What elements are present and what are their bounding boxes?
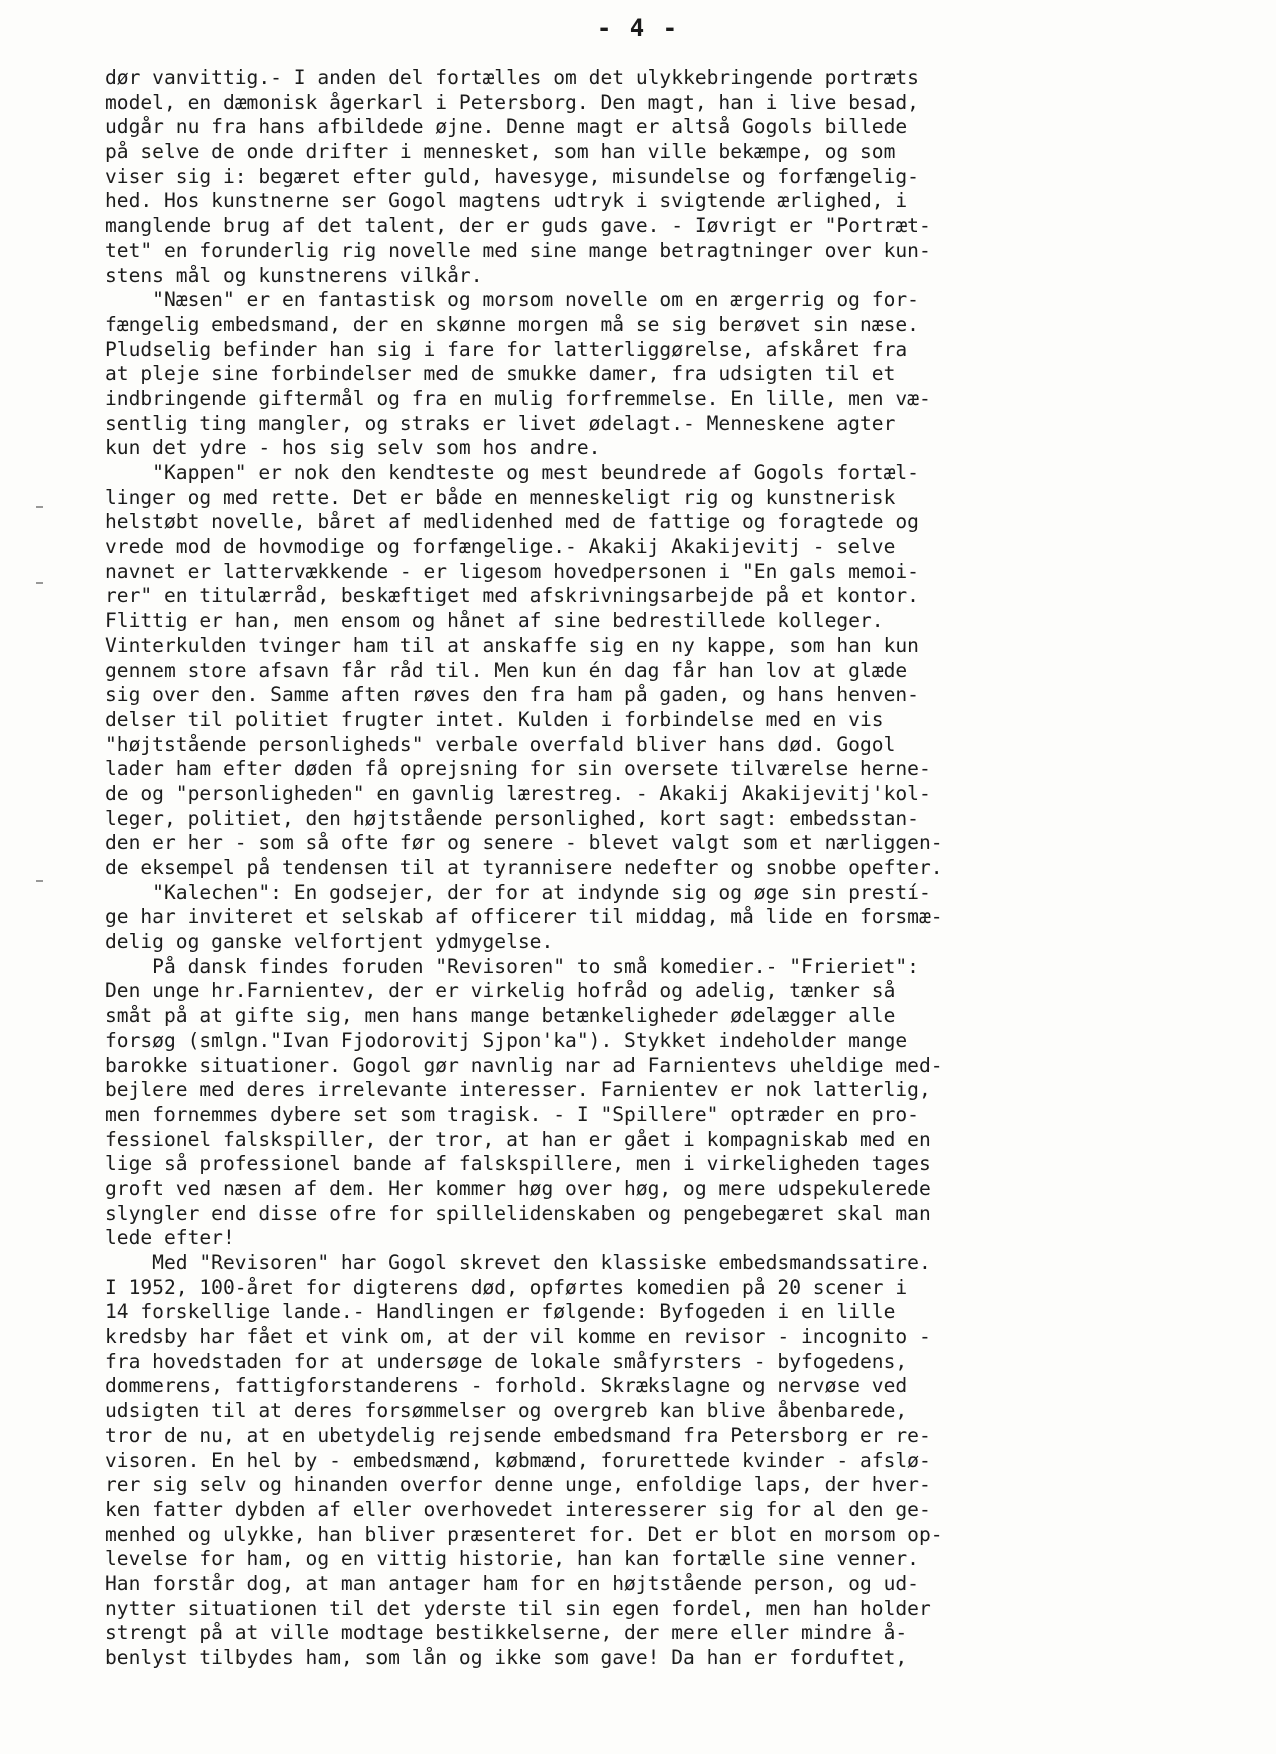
text-line: sig over den. Samme aften røves den fra ham på gaden, og hans henven- — [105, 683, 919, 707]
text-line: nytter situationen til det yderste til sin egen fordel, men han holder — [105, 1596, 931, 1620]
text-line: viser sig i: begæret efter guld, havesyge, misundelse og forfængelig- — [105, 164, 919, 188]
text-line: dommerens, fattigforstanderens - forhold. Skrækslagne og nervøse ved — [105, 1374, 908, 1398]
text-line: kun det ydre - hos sig selv som hos andre. — [105, 436, 601, 460]
margin-mark — [36, 880, 43, 882]
text-line: lede efter! — [105, 1226, 235, 1250]
text-line: kredsby har fået et vink om, at der vil komme en revisor - incognito - — [105, 1325, 931, 1349]
text-line: Pludselig befinder han sig i fare for latterliggørelse, afskåret fra — [105, 337, 908, 361]
text-line: visoren. En hel by - embedsmænd, købmænd, forurettede kvinder - afslø- — [105, 1448, 931, 1472]
text-line: I 1952, 100-året for digterens død, opførtes komedien på 20 scener i — [105, 1275, 908, 1299]
text-line: Vinterkulden tvinger ham til at anskaffe sig en ny kappe, som han kun — [105, 633, 919, 657]
text-line: strengt på at ville modtage bestikkelserne, der mere eller mindre å- — [105, 1621, 908, 1645]
text-line: vrede mod de hovmodige og forfængelige.- Akakij Akakijevitj - selve — [105, 535, 896, 559]
text-line: delser til politiet frugter intet. Kulden i forbindelse med en vis — [105, 707, 884, 731]
body-text — [105, 66, 1205, 1671]
text-line: bejlere med deres irrelevante interesser. Farnientev er nok latterlig, — [105, 1078, 931, 1102]
text-line: sentlig ting mangler, og straks er livet ødelagt.- Menneskene agter — [105, 411, 896, 435]
text-line: delig og ganske velfortjent ydmygelse. — [105, 930, 554, 954]
text-line: benlyst tilbydes ham, som lån og ikke som gave! Da han er forduftet, — [105, 1646, 908, 1669]
text-line: Han forstår dog, at man antager ham for en højtstående person, og ud- — [105, 1571, 919, 1595]
text-line: rer sig selv og hinanden overfor denne unge, enfoldige laps, der hver- — [105, 1473, 931, 1497]
text-line: ge har inviteret et selskab af officerer til middag, må lide en forsmæ- — [105, 905, 943, 929]
text-line: de eksempel på tendensen til at tyrannisere nedefter og snobbe opefter. — [105, 856, 943, 879]
text-line: Med "Revisoren" har Gogol skrevet den klassiske embedsmandssatire. — [105, 1251, 931, 1274]
text-line: barokke situationer. Gogol gør navnlig nar ad Farnientevs uheldige med- — [105, 1053, 943, 1077]
text-line: groft ved næsen af dem. Her kommer høg over høg, og mere udspekulerede — [105, 1176, 931, 1200]
text-line: fængelig embedsmand, der en skønne morgen må se sig berøvet sin næse. — [105, 312, 919, 336]
text-line: menhed og ulykke, han bliver præsenteret for. Det er blot en morsom op- — [105, 1522, 943, 1546]
text-line: rer" en titulærråd, beskæftiget med afskrivningsarbejde på et kontor. — [105, 584, 919, 608]
text-line: Den unge hr.Farnientev, der er virkelig hofråd og adelig, tænker så — [105, 979, 896, 1003]
text-line: "Næsen" er en fantastisk og morsom novelle om en ærgerrig og for- — [105, 288, 919, 312]
text-line: indbringende giftermål og fra en mulig forfremmelse. En lille, men væ- — [105, 386, 931, 410]
text-line: tror de nu, at en ubetydelig rejsende embedsmand fra Petersborg er re- — [105, 1423, 931, 1447]
text-line: linger og med rette. Det er både en menneskeligt rig og kunstnerisk — [105, 485, 896, 509]
text-line: at pleje sine forbindelser med de smukke damer, fra udsigten til et — [105, 362, 896, 386]
text-line: helstøbt novelle, båret af medlidenhed med de fattige og foragtede og — [105, 510, 919, 534]
margin-mark — [36, 582, 43, 584]
text-line: fessionel falskspiller, der tror, at han er gået i kompagniskab med en — [105, 1127, 931, 1151]
text-line: model, en dæmonisk ågerkarl i Petersborg. Den magt, han i live besad, — [105, 90, 919, 114]
margin-marks — [0, 0, 60, 1754]
text-line: udgår nu fra hans afbildede øjne. Denne magt er altså Gogols billede — [105, 115, 908, 139]
text-line: levelse for ham, og en vittig historie, han kan fortælle sine venner. — [105, 1547, 919, 1571]
text-line: på selve de onde drifter i mennesket, som han ville bekæmpe, og som — [105, 140, 896, 164]
text-line: 14 forskellige lande.- Handlingen er følgende: Byfogeden i en lille — [105, 1300, 896, 1324]
text-line: lader ham efter døden få oprejsning for sin oversete tilværelse herne- — [105, 757, 931, 781]
text-line: "Kappen" er nok den kendteste og mest beundrede af Gogols fortæl- — [105, 461, 919, 484]
text-line: "Kalechen": En godsejer, der for at indynde sig og øge sin prestí- — [105, 880, 931, 904]
text-line: de og "personligheden" en gavnlig lærestreg. - Akakij Akakijevitj'kol- — [105, 781, 931, 805]
text-line: hed. Hos kunstnerne ser Gogol magtens udtryk i svigtende ærlighed, i — [105, 189, 908, 213]
text-line: forsøg (smlgn."Ivan Fjodorovitj Sjpon'ka"). Stykket indeholder mange — [105, 1028, 908, 1052]
text-line: småt på at gifte sig, men hans mange betænkeligheder ødelægger alle — [105, 1004, 896, 1028]
text-line: udsigten til at deres forsømmelser og overgreb kan blive åbenbarede, — [105, 1399, 908, 1423]
text-line: den er her - som så ofte før og senere - blevet valgt som et nærliggen- — [105, 831, 943, 855]
text-line: På dansk findes foruden "Revisoren" to små komedier.- "Frieriet": — [105, 954, 919, 978]
text-line: slyngler end disse ofre for spillelidenskaben og pengebegæret skal man — [105, 1201, 931, 1225]
margin-mark — [36, 506, 43, 508]
text-line: men fornemmes dybere set som tragisk. - I "Spillere" optræder en pro- — [105, 1102, 919, 1126]
text-line: Flittig er han, men ensom og hånet af sine bedrestillede kolleger. — [105, 609, 884, 633]
text-line: manglende brug af det talent, der er guds gave. - Iøvrigt er "Portræt- — [105, 214, 931, 238]
text-line: stens mål og kunstnerens vilkår. — [105, 263, 483, 287]
text-line: tet" en forunderlig rig novelle med sine mange betragtninger over kun- — [105, 238, 931, 262]
page-number: - 4 - — [596, 14, 680, 42]
text-line: gennem store afsavn får råd til. Men kun én dag får han lov at glæde — [105, 658, 908, 682]
text-line: fra hovedstaden for at undersøge de lokale småfyrsters - byfogedens, — [105, 1349, 908, 1373]
text-line: dør vanvittig.- I anden del fortælles om det ulykkebringende portræts — [105, 66, 919, 89]
text-line: ken fatter dybden af eller overhovedet interesserer sig for al den ge- — [105, 1497, 931, 1521]
text-line: "højtstående personligheds" verbale overfald bliver hans død. Gogol — [105, 732, 896, 756]
text-line: lige så professionel bande af falskspillere, men i virkeligheden tages — [105, 1152, 931, 1176]
text-line: leger, politiet, den højtstående personlighed, kort sagt: embedsstan- — [105, 806, 919, 830]
text-line: navnet er lattervækkende - er ligesom hovedpersonen i "En gals memoi- — [105, 559, 919, 583]
